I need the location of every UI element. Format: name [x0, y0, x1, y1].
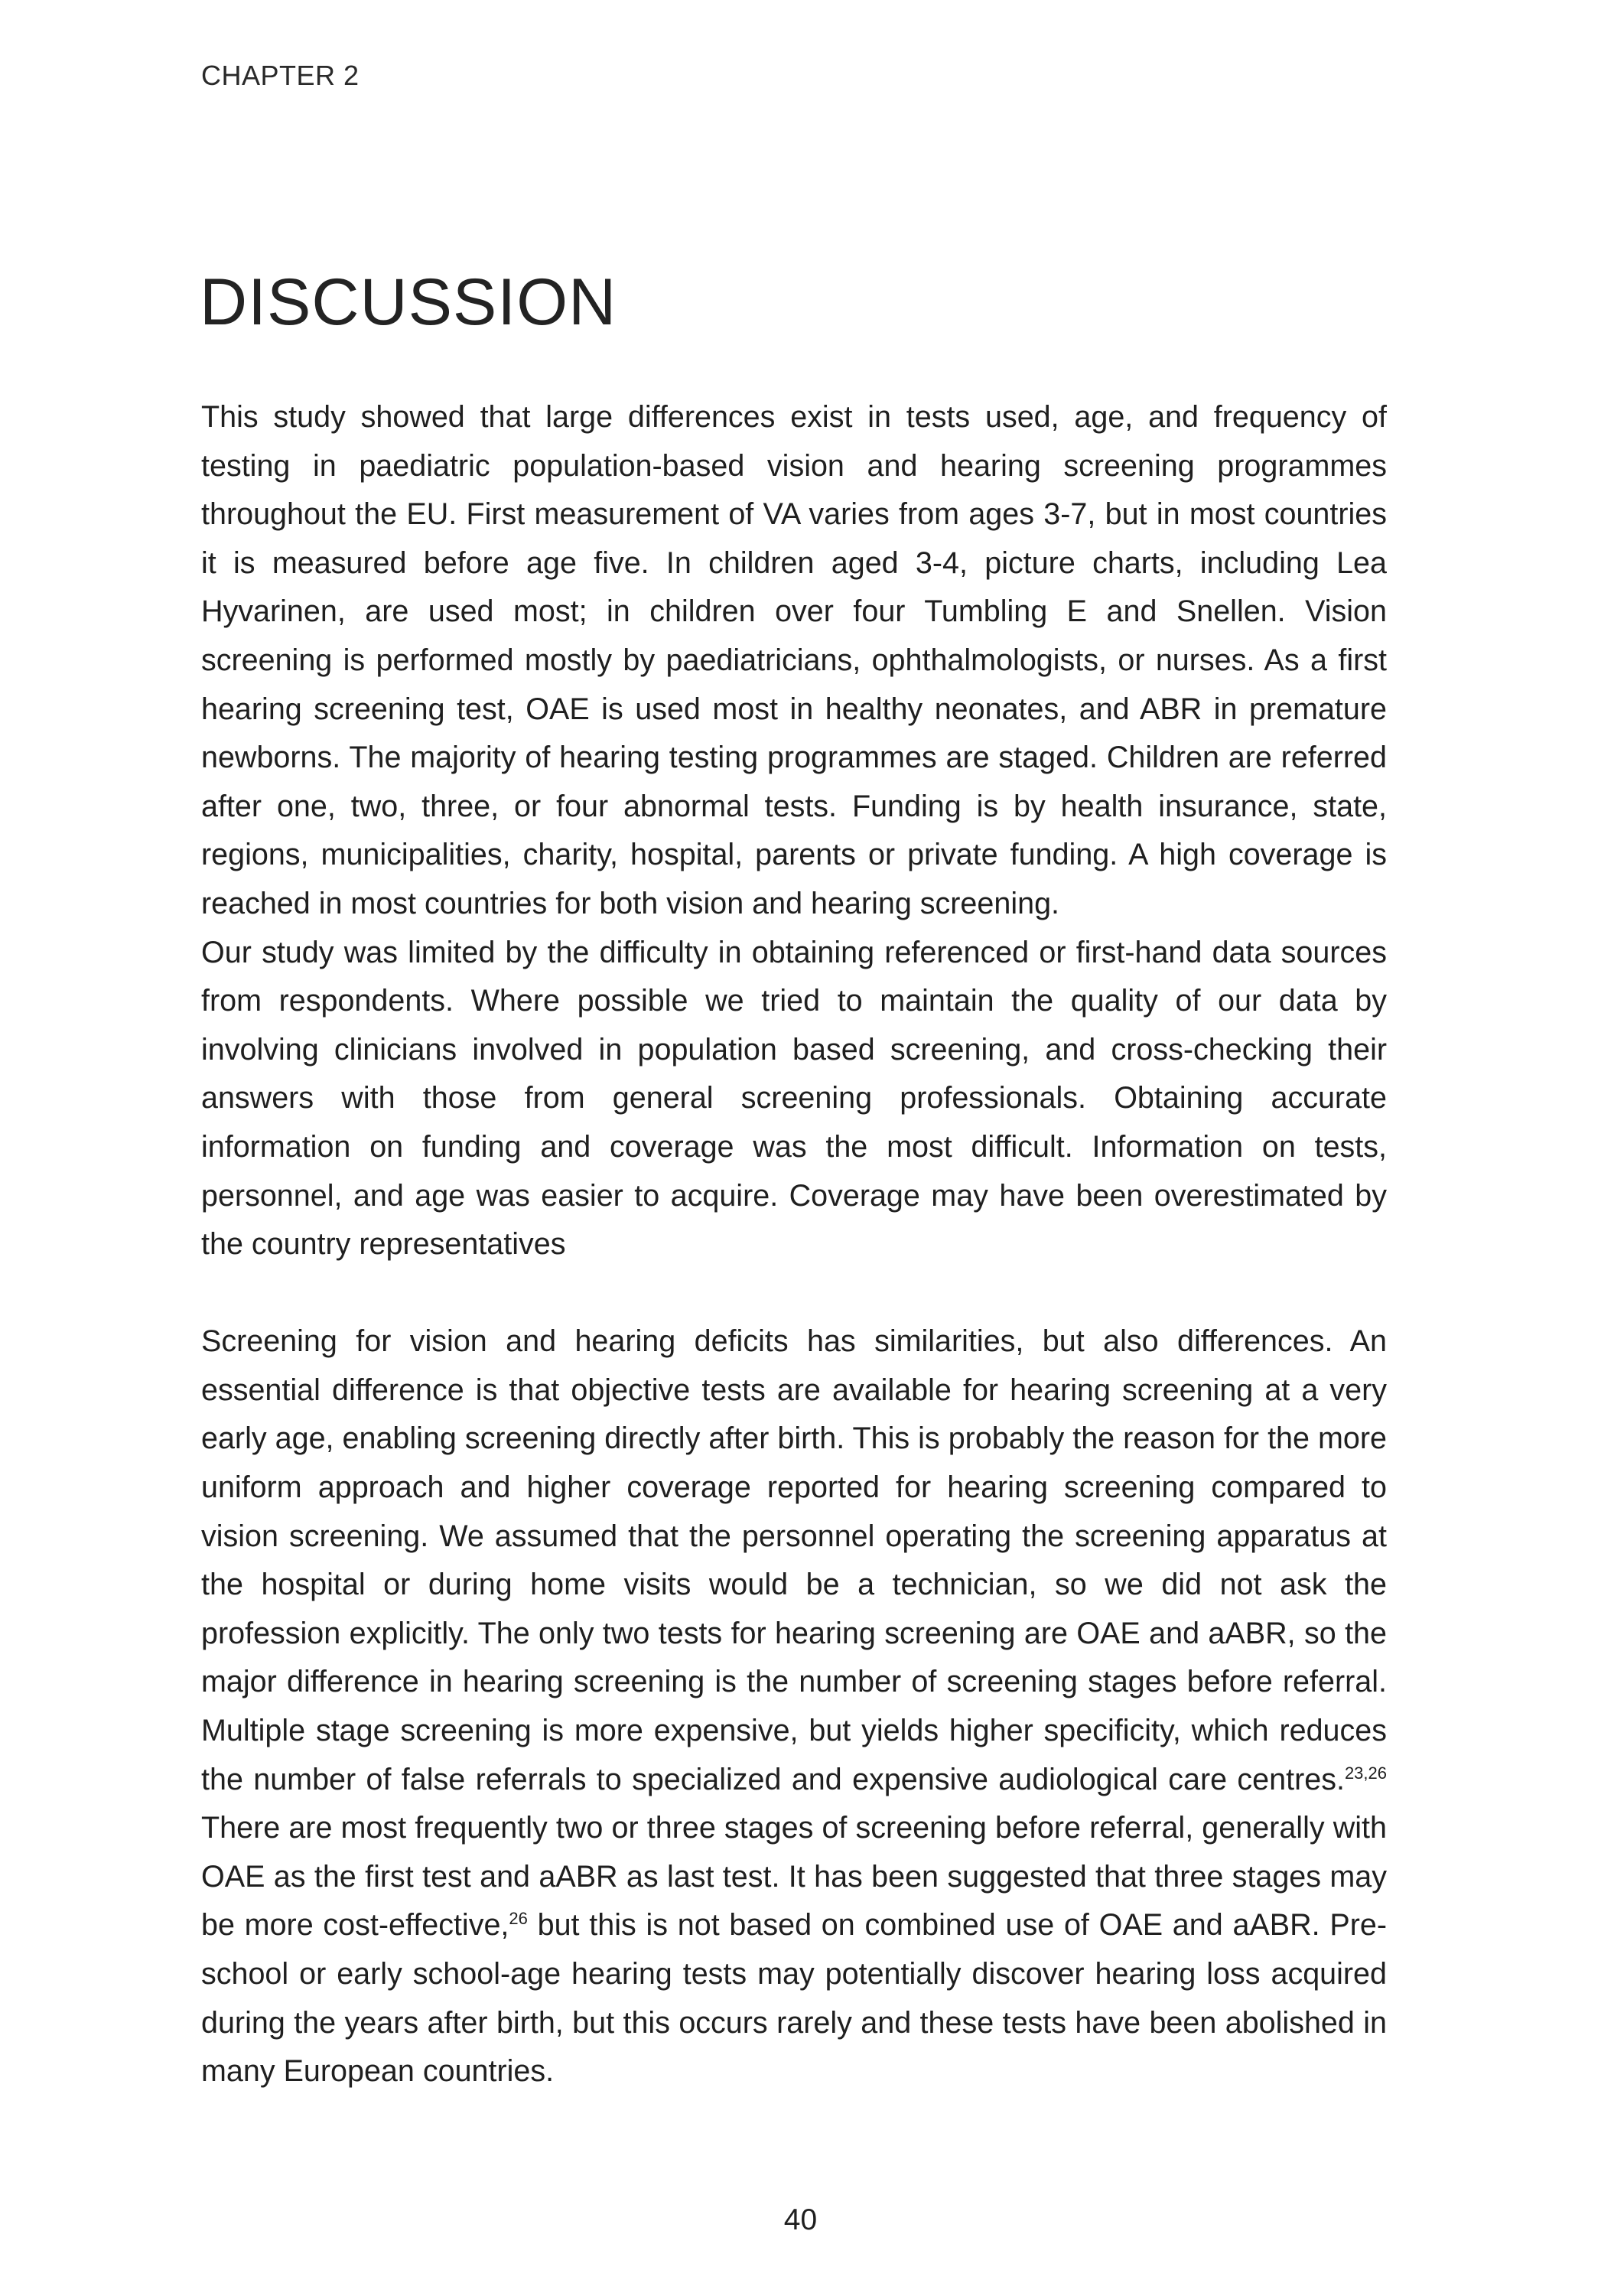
paragraph-comparison-part-2: There are most frequently two or three stages of screening before referral, generally with OAE as the first test and aABR as last test. It has been suggested that three stages may be more cost-effective, — [201, 1811, 1387, 1943]
paragraph-comparison — [201, 1317, 1387, 2096]
citation-superscript: 26 — [509, 1909, 528, 1929]
chapter-running-head: CHAPTER 2 — [201, 60, 360, 91]
paragraph-limitations: Our study was limited by the difficulty in obtaining referenced or first-hand data sources from respondents. Where possible we tried to maintain the quality of our data by involving clinicians involved in population based screening, and cross-checking their answers with those from general screening professionals. Obtaining accurate information on funding and coverage was the most difficult. Information on tests, personnel, and age was easier to acquire. Coverage may have been overestimated by the country representatives — [201, 935, 1387, 1262]
section-title: DISCUSSION — [200, 265, 617, 339]
paragraph-comparison-part-1: Screening for vision and hearing deficits has similarities, but also differences. An essential difference is that objective tests are available for hearing screening at a very early age, enabling screening directly after birth. This is probably the reason for the more uniform approach and higher coverage reported for hearing screening compared to vision screening. We assumed that the personnel operating the screening apparatus at the hospital or during home visits would be a technician, so we did not ask the profession explicitly. The only two tests for hearing screening are OAE and aABR, so the major difference in hearing screening is the number of screening stages before referral. Multiple stage screening is more expensive, but yields higher specificity, which reduces the number of false referrals to specialized and expensive audiological care centres. — [201, 1324, 1387, 1796]
body-text — [201, 393, 1387, 2096]
paragraph-comparison-part-3: but this is not based on combined use of OAE and aABR. Pre-school or early school-age hearing tests may potentially discover hearing loss acquired during the years after birth, but this occurs rarely and these tests have been abolished in many European countries. — [201, 1908, 1387, 2089]
page-number: 40 — [783, 2203, 818, 2236]
paragraph-summary: This study showed that large differences exist in tests used, age, and frequency of testing in paediatric population-based vision and hearing screening programmes throughout the EU. First measurement of VA varies from ages 3-7, but in most countries it is measured before age five. In children aged 3-4, picture charts, including Lea Hyvarinen, are used most; in children over four Tumbling E and Snellen. Vision screening is performed mostly by paediatricians, ophthalmologists, or nurses. As a first hearing screening test, OAE is used most in healthy neonates, and ABR in premature newborns. The majority of hearing testing programmes are staged. Children are referred after one, two, three, or four abnormal tests. Funding is by health insurance, state, regions, municipalities, charity, hospital, parents or private funding. A high coverage is reached in most countries for both vision and hearing screening. — [201, 400, 1387, 920]
citation-superscript: 23,26 — [1344, 1763, 1387, 1783]
